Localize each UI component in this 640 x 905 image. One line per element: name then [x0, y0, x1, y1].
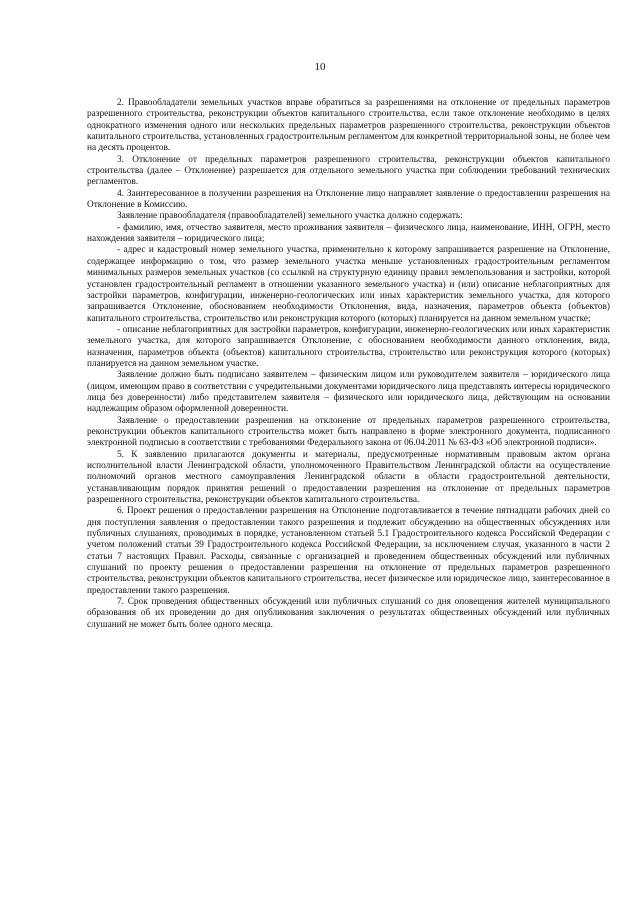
paragraph-6: 6. Проект решения о предоставлении разрешения на Отклонение подготавливается в течение пятнадцати рабочих дней со дня поступления заявления о предоставлении такого разрешения и подлежит обсуждению на общественных обсуждениях или публичных слушаниях, проводимых в порядке, установленном статьей 5.1 Градостроительного кодекса Российской Федерации с учетом положений статьи 39 Градостроительного кодекса Российской Федерации, за исключением случая, указанного в части 2 статьи 7 настоящих Правил. Расходы, связанные с организацией и проведением общественных обсуждений или публичных слушаний по проекту решения о предоставлении разрешения на отклонение от предельных параметров разрешенного строительства, реконструкции объектов капитального строительства, несет физическое или юридическое лицо, заинтересованное в предоставлении такого разрешения.	[87, 506, 610, 596]
page-number: 10	[314, 61, 326, 73]
paragraph-5: 5. К заявлению прилагаются документы и материалы, предусмотренные нормативным правовым актом органа исполнительной власти Ленинградской области, уполномоченного Правительством Ленинградской области на осуществление полномочий органов местного самоуправления Ленинградской области в области градостроительной деятельности, устанавливающим порядок принятия решений о предоставлении разрешения на отклонение от предельных параметров разрешенного строительства, реконструкции объектов капитального строительства.	[87, 449, 610, 506]
list-item-land-plot-address: - адрес и кадастровый номер земельного участка, применительно к которому запрашивается разрешение на Отклонение, содержащее информацию о том, что размер земельного участка меньше установленных градостроительным регламентом минимальных размеров земельных участков (со ссылкой на структурную единицу правил землепользования и застройки, которой установлен градостроительный регламент в отношении указанного земельного участка) и (или) описание неблагоприятных для застройки параметров, конфигурации, инженерно-геологических или иных характеристик земельного участка, для которого запрашивается Отклонение, обоснованием необходимости Отклонения, вида, назначения, параметров объекта (объектов) капитального строительства, строительство или реконструкция которого (которых) планируется на данном земельном участке;	[87, 245, 610, 324]
paragraph-2: 2. Правообладатели земельных участков вправе обратиться за разрешениями на отклонение от предельных параметров разрешенного строительства, реконструкции объектов капитального строительства, если такое отклонение необходимо в целях однократного изменения одного или нескольких предельных параметров разрешенного строительства, реконструкции объектов капитального строительства, установленных градостроительным регламентом для конкретной территориальной зоны, не более чем на десять процентов.	[87, 98, 610, 154]
list-item-applicant-details: - фамилию, имя, отчество заявителя, место проживания заявителя – физического лица, наименование, ИНН, ОГРН, место нахождения заявителя – юридического лица;	[87, 222, 610, 245]
paragraph-electronic-submission: Заявление о предоставлении разрешения на отклонение от предельных параметров разрешенного строительства, реконструкции объектов капитального строительства может быть направлено в форме электронного документа, подписанного электронной подписью в соответствии с требованиями Федерального закона от 06.04.2011 № 63-ФЗ «Об электронной подписи».	[87, 415, 610, 449]
document-body	[87, 98, 610, 631]
application-contents-intro: Заявление правообладателя (правообладателей) земельного участка должно содержать:	[117, 211, 463, 222]
paragraph-signature-requirement: Заявление должно быть подписано заявителем – физическим лицом или руководителем заявителя – юридического лица (лицом, имеющим право в соответствии с учредительными документами юридического лица представлять интересы юридического лица без доверенности) либо представителем заявителя – физического или юридического лица, действующим на основании надлежащим образом оформленной доверенности.	[87, 370, 610, 415]
paragraph-3: 3. Отклонение от предельных параметров разрешенного строительства, реконструкции объектов капитального строительства (далее – Отклонение) разрешается для отдельного земельного участка при соблюдении требований технических регламентов.	[87, 154, 610, 188]
list-item-unfavorable-parameters: - описание неблагоприятных для застройки параметров, конфигурации, инженерно-геологических или иных характеристик земельного участка, для которого запрашивается Отклонение, с обоснованием необходимости данного отклонения, вида, назначения, параметров объекта (объектов) капитального строительства, строительство или реконструкция которого (которых) планируется на данном земельном участке.	[87, 324, 610, 369]
paragraph-7: 7. Срок проведения общественных обсуждений или публичных слушаний со дня оповещения жителей муниципального образования об их проведении до дня опубликования заключения о результатах общественных обсуждений или публичных слушаний не может быть более одного месяца.	[87, 597, 610, 630]
paragraph-4: 4. Заинтересованное в получении разрешения на Отклонение лицо направляет заявление о предоставлении разрешения на Отклонение в Комиссию.	[87, 188, 610, 211]
